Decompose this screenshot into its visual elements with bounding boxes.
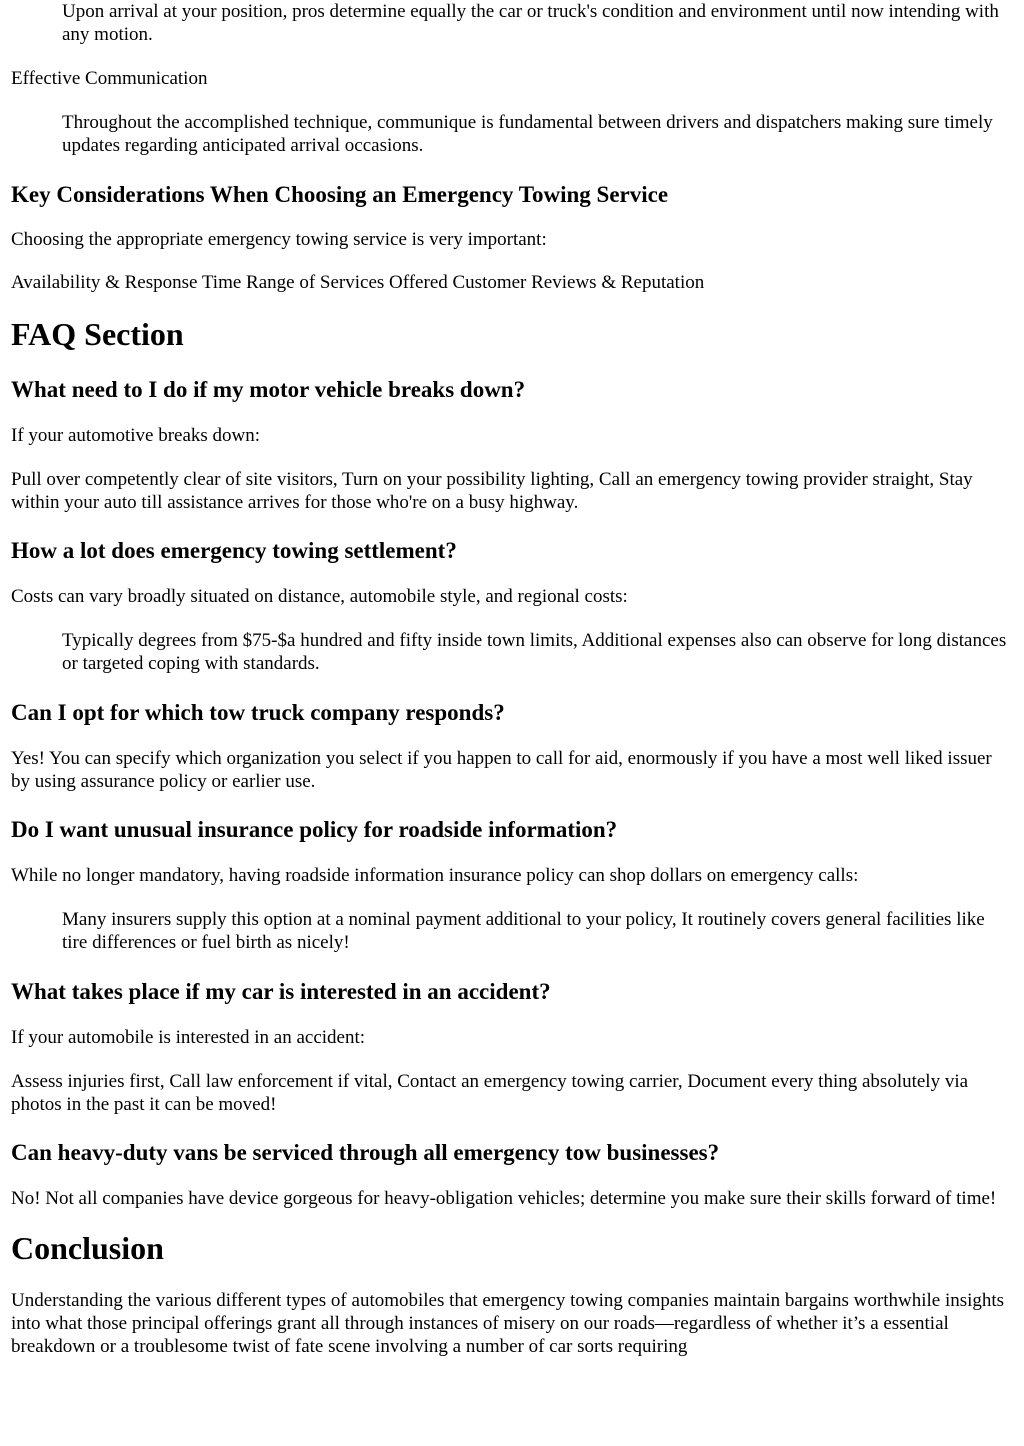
communication-blockquote: Throughout the accomplished technique, communique is fundamental between drivers and dispatchers making sure timely updates regarding anticipated arrival occasions. — [62, 112, 993, 156]
effective-communication-paragraph: Effective Communication — [11, 68, 208, 89]
faq-question: Do I want unusual insurance policy for roadside information? — [11, 817, 618, 842]
conclusion-heading: Conclusion — [11, 1230, 164, 1266]
conclusion-paragraph: Understanding the various different types of automobiles that emergency towing companies maintain bargains worthwhile insights into what those principal offerings grant all through instances of misery on our roads—regardless of whether it’s a essential breakdown or a troublesome twist of fate scene involving a number of car sorts requiring — [11, 1290, 1005, 1357]
faq-question: What takes place if my car is interested in an accident? — [11, 979, 551, 1004]
faq-intro: Costs can vary broadly situated on distance, automobile style, and regional costs: — [11, 586, 628, 607]
faq-heading: FAQ Section — [11, 316, 184, 352]
faq-question: Can I opt for which tow truck company responds? — [11, 700, 505, 725]
faq-answer: Yes! You can specify which organization you select if you happen to call for aid, enormously if you have a most well liked issuer by using assurance policy or earlier use. — [11, 748, 992, 792]
faq-answer: No! Not all companies have device gorgeous for heavy-obligation vehicles; determine you make sure their skills forward of time! — [11, 1188, 997, 1209]
faq-answer: Assess injuries first, Call law enforcement if vital, Contact an emergency towing carrier, Document every thing absolutely via photos in the past it can be moved! — [11, 1071, 969, 1115]
faq-intro: If your automotive breaks down: — [11, 425, 261, 446]
key-considerations-list: Availability & Response Time Range of Services Offered Customer Reviews & Reputation — [11, 272, 705, 293]
faq-answer: Pull over competently clear of site visitors, Turn on your possibility lighting, Call an emergency towing provider straight, Stay within your auto till assistance arrives for those who're on a busy highway. — [11, 469, 973, 513]
faq-intro: While no longer mandatory, having roadside information insurance policy can shop dollars on emergency calls: — [11, 865, 859, 886]
key-considerations-heading: Key Considerations When Choosing an Emergency Towing Service — [11, 182, 669, 207]
article-body — [11, 0, 1014, 1358]
faq-answer-blockquote: Many insurers supply this option at a nominal payment additional to your policy, It routinely covers general facilities like tire differences or fuel birth as nicely! — [62, 909, 985, 953]
faq-question: Can heavy-duty vans be serviced through all emergency tow businesses? — [11, 1140, 720, 1165]
faq-answer-blockquote: Typically degrees from $75-$a hundred and fifty inside town limits, Additional expenses also can observe for long distances or targeted coping with standards. — [62, 630, 1007, 674]
faq-intro: If your automobile is interested in an accident: — [11, 1027, 366, 1048]
arrival-blockquote: Upon arrival at your position, pros determine equally the car or truck's condition and environment until now intending with any motion. — [62, 1, 999, 45]
key-considerations-intro: Choosing the appropriate emergency towing service is very important: — [11, 229, 547, 250]
faq-question: How a lot does emergency towing settlement? — [11, 538, 457, 563]
faq-question: What need to I do if my motor vehicle breaks down? — [11, 377, 526, 402]
